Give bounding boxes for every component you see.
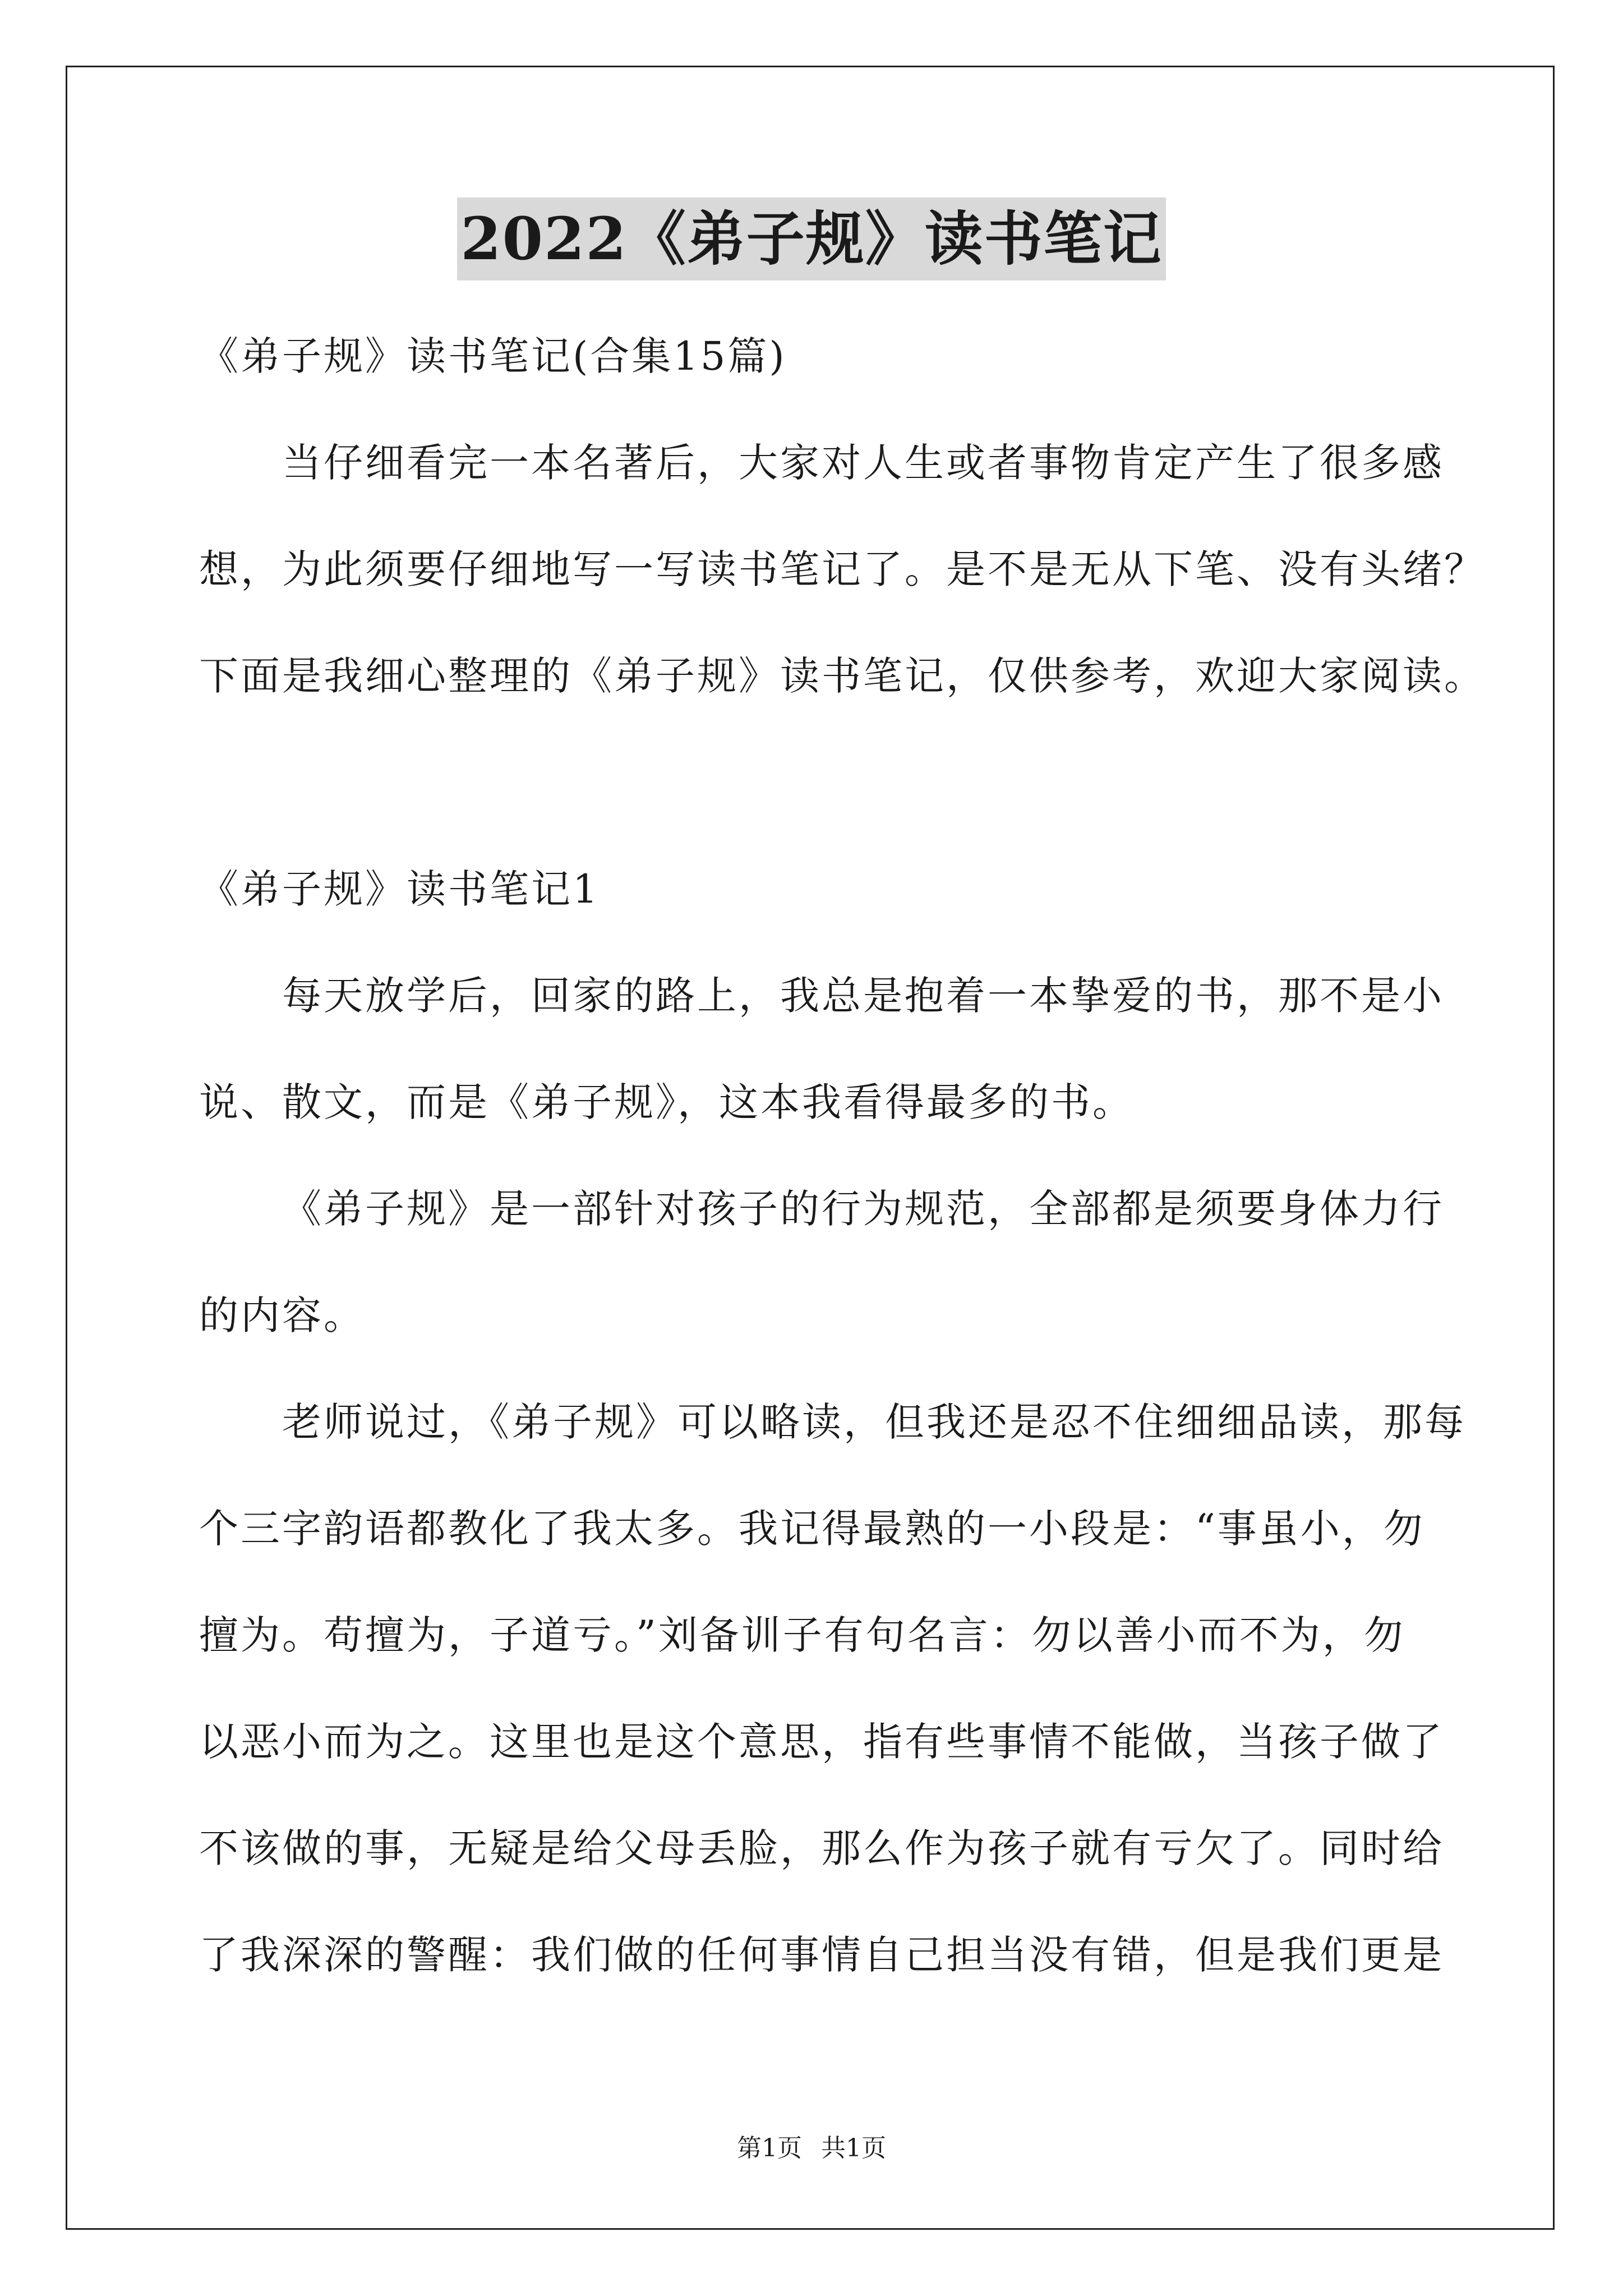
paragraph-line: 每天放学后，回家的路上，我总是抱着一本挚爱的书，那不是小 [282, 973, 1444, 1019]
paragraph-line: 下面是我细心整理的《弟子规》读书笔记，仅供参考，欢迎大家阅读。 [199, 653, 1486, 699]
document-title: 2022《弟子规》读书笔记 [457, 197, 1165, 280]
page-footer: 第1页 共1页 [737, 2134, 886, 2162]
blank-line [199, 729, 1467, 836]
paragraph-line: 想，为此须要仔细地写一写读书笔记了。是不是无从下笔、没有头绪？ [199, 546, 1486, 592]
paragraph-line: 《弟子规》是一部针对孩子的行为规范，全部都是须要身体力行 [282, 1186, 1444, 1232]
paragraph-line: 擅为。苟擅为，子道亏。”刘备训子有句名言：勿以善小而不为，勿 [199, 1612, 1405, 1658]
paragraph-line: 不该做的事，无疑是给父母丢脸，那么作为孩子就有亏欠了。同时给 [199, 1825, 1444, 1871]
subtitle-line: 《弟子规》读书笔记(合集15篇) [199, 333, 787, 379]
paragraph-line: 说、散文，而是《弟子规》，这本我看得最多的书。 [199, 1079, 1134, 1125]
paragraph-line: 老师说过，《弟子规》可以略读，但我还是忍不住细细品读，那每 [282, 1399, 1466, 1445]
title-container [0, 197, 1623, 280]
paragraph-line: 了我深深的警醒：我们做的任何事情自己担当没有错，但是我们更是 [199, 1932, 1444, 1978]
paragraph-line: 的内容。 [199, 1292, 365, 1338]
section-heading: 《弟子规》读书笔记1 [199, 866, 600, 912]
document-body [199, 303, 1486, 2008]
paragraph-line: 当仔细看完一本名著后，大家对人生或者事物肯定产生了很多感 [282, 440, 1444, 486]
paragraph-line: 以恶小而为之。这里也是这个意思，指有些事情不能做，当孩子做了 [199, 1719, 1444, 1765]
paragraph-line: 个三字韵语都教化了我太多。我记得最熟的一小段是：“事虽小，勿 [199, 1506, 1425, 1552]
